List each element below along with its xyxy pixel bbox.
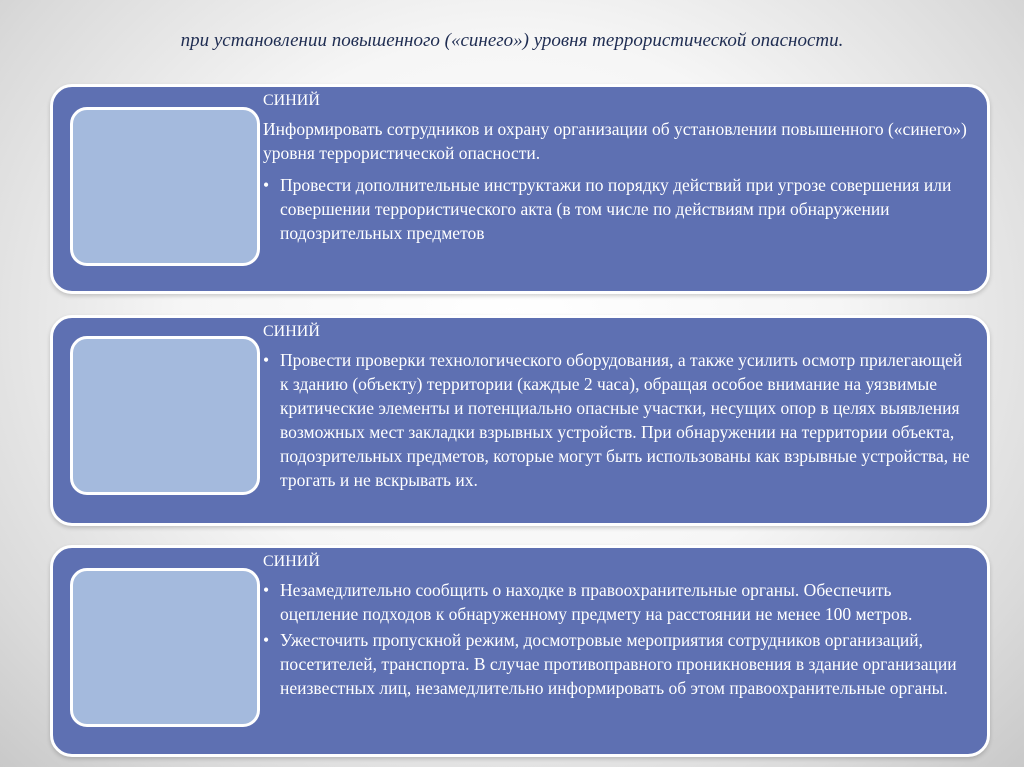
threat-level-card-2	[50, 315, 990, 526]
instruction-bullet	[263, 173, 973, 245]
level-label: СИНИЙ	[263, 92, 320, 109]
level-color-swatch	[70, 336, 260, 495]
page-title: при установлении повышенного («синего») уровня террористической опасности.	[180, 30, 844, 51]
level-label: СИНИЙ	[263, 323, 320, 340]
instruction-bullet	[263, 348, 973, 492]
instruction-paragraph: Информировать сотрудников и охрану организации об установлении повышенного («синего») уровня террористической опасности.	[263, 119, 967, 163]
level-color-swatch	[70, 107, 260, 266]
bullet-text: Провести проверки технологического оборудования, а также усилить осмотр прилегающей к зданию (объекту) территории (каждые 2 часа), обращая особое внимание на уязвимые критические элементы и потенциально опасные участки, несущих опор в целях выявления возможных мест закладки взрывных устройств. При обнаружении на территории объекта, подозрительных предметов, которые могут быть использованы как взрывные устройства, не трогать и не вскрывать их.	[280, 350, 970, 490]
bullet-marker: •	[263, 630, 270, 650]
instruction-bullet	[263, 578, 973, 626]
level-label: СИНИЙ	[263, 553, 320, 570]
level-color-swatch	[70, 568, 260, 727]
bullet-text: Ужесточить пропускной режим, досмотровые мероприятия сотрудников организаций, посетителей, транспорта. В случае противоправного проникновения в здание организации неизвестных лиц, незамедлительно информировать об этом правоохранительные органы.	[280, 630, 957, 698]
threat-level-card-3	[50, 545, 990, 757]
instruction-bullet	[263, 628, 973, 700]
card-content	[263, 551, 973, 702]
bullet-marker: •	[263, 175, 270, 195]
bullet-text: Провести дополнительные инструктажи по порядку действий при угрозе совершения или совершении террористического акта (в том числе по действиям при обнаружении подозрительных предметов	[280, 175, 952, 243]
card-content	[263, 321, 973, 494]
card-content	[263, 90, 973, 247]
threat-level-card-1	[50, 84, 990, 294]
bullet-marker: •	[263, 350, 270, 370]
bullet-text: Незамедлительно сообщить о находке в правоохранительные органы. Обеспечить оцепление подходов к обнаруженному предмету на расстоянии не менее 100 метров.	[280, 580, 913, 624]
bullet-marker: •	[263, 580, 270, 600]
